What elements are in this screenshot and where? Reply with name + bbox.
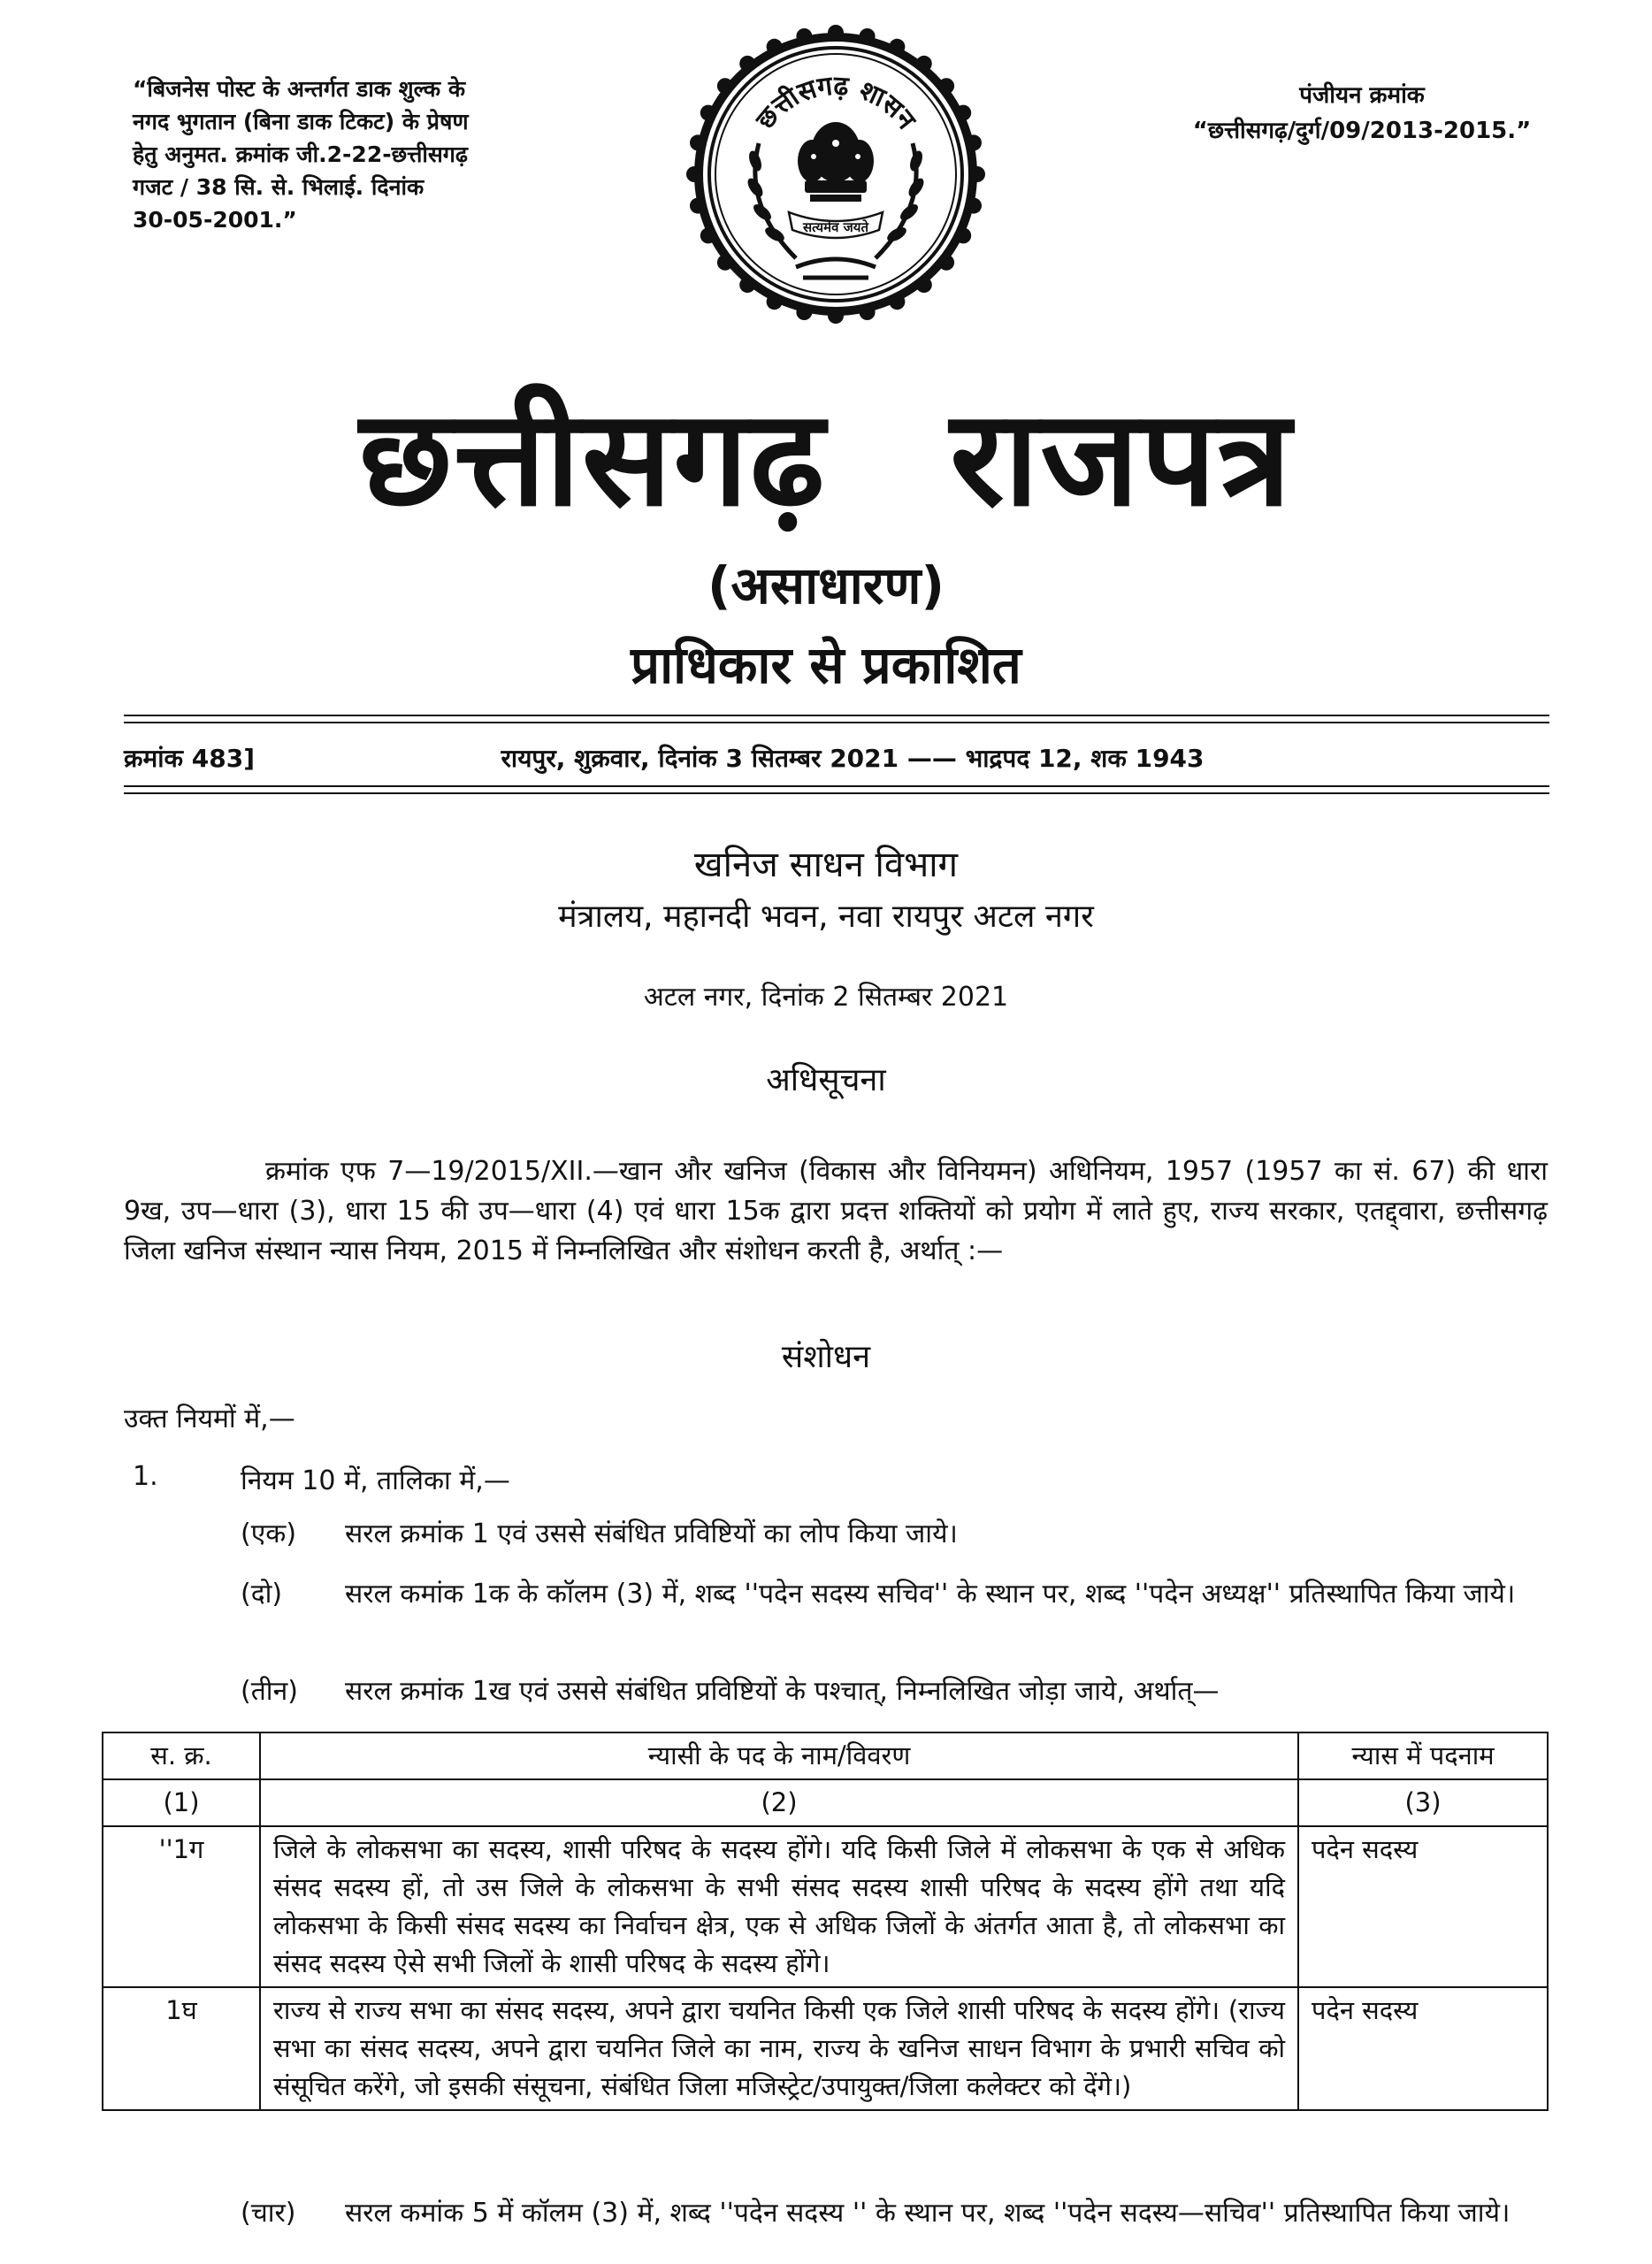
emblem-scallop	[889, 294, 905, 310]
postal-note-line: हेतु अनुमत. क्रमांक जी.2-22-छत्तीसगढ़	[133, 142, 468, 167]
column-number-cell: (1)	[103, 1779, 260, 1826]
divider-rule	[124, 722, 1549, 723]
emblem-scallop	[739, 277, 755, 293]
table-cell-sno: ''1ग	[103, 1826, 260, 1987]
emblem-scallop	[916, 277, 932, 293]
table-header-cell: न्यासी के पद के नाम/विवरण	[260, 1732, 1298, 1779]
emblem-scallop	[938, 78, 954, 94]
divider-rule	[124, 785, 1549, 787]
emblem-scallop	[955, 105, 971, 121]
emblem-scallop	[966, 198, 982, 214]
emblem-scallop	[889, 39, 905, 55]
emblem-scallop	[966, 134, 982, 150]
notification-place-date: अटल नगर, दिनांक 2 सितम्बर 2021	[643, 982, 1009, 1013]
amendment-heading: संशोधन	[781, 1339, 871, 1375]
amendment-item-text: नियम 10 में, तालिका में,—	[241, 1465, 510, 1496]
sub-item-text: सरल कमांक 1क के कॉलम (3) में, शब्द ''पदेन सदस्य सचिव'' के स्थान पर, शब्द ''पदेन अध्यक्ष'' प्रतिस्थापित किया जाये।	[345, 1579, 1516, 1610]
registration-label: पंजीयन क्रमांक	[1299, 82, 1425, 109]
amendment-table	[102, 1732, 1549, 2111]
emblem-scallop	[700, 105, 716, 121]
emblem-scallop	[796, 28, 812, 44]
emblem-scallop	[700, 227, 716, 243]
sub-item-label: (एक)	[241, 1518, 297, 1549]
emblem-scallop	[767, 39, 783, 55]
gazette-subtitle: (असाधारण)	[707, 555, 945, 616]
emblem-scallop	[916, 56, 932, 72]
table-header-row	[103, 1732, 1548, 1779]
gazette-title	[0, 363, 1652, 543]
gazette-title-state: छत्तीसगढ़	[359, 382, 827, 536]
emblem-scallop	[969, 166, 985, 182]
issue-date-line: रायपुर, शुक्रवार, दिनांक 3 सितम्बर 2021 —— भाद्रपद 12, शक 1943	[501, 744, 1205, 773]
table-cell-sno: 1घ	[103, 1987, 260, 2110]
table-cell-designation: पदेन सदस्य	[1298, 1826, 1548, 1987]
emblem-scallop	[828, 25, 844, 41]
sub-item-text: सरल क्रमांक 1 एवं उससे संबंधित प्रविष्टियों का लोप किया जाये।	[345, 1518, 958, 1549]
registration-number: “छत्तीसगढ़/दुर्ग/09/2013-2015.”	[1192, 118, 1532, 144]
gazette-title-word: राजपत्र	[950, 382, 1293, 536]
amendment-item-number: 1.	[133, 1461, 158, 1492]
emblem-scallop	[796, 304, 812, 320]
emblem-scallop	[860, 304, 876, 320]
postal-note-line: “बिजनेस पोस्ट के अन्तर्गत डाक शुल्क के	[133, 76, 466, 102]
divider-rule	[124, 715, 1549, 716]
emblem-scallop	[717, 255, 733, 271]
emblem-scallop	[828, 308, 844, 324]
department-name: खनिज साधन विभाग	[693, 845, 959, 885]
sub-item-label: (तीन)	[241, 1676, 298, 1707]
table-row	[103, 1826, 1548, 1987]
amendment-intro: उक्त नियमों में,—	[124, 1404, 295, 1434]
divider-rule	[124, 792, 1549, 794]
emblem-scallop	[686, 166, 702, 182]
state-emblem-icon	[681, 19, 990, 347]
emblem-arc-text: छत्तीसगढ़ शासन	[750, 70, 922, 135]
emblem-scallop	[860, 28, 876, 44]
emblem-scallop	[690, 198, 706, 214]
notification-heading: अधिसूचना	[766, 1062, 886, 1098]
notification-paragraph: क्रमांक एफ 7—19/2015/XII.—खान और खनिज (विकास और विनियमन) अधिनियम, 1957 (1957 का सं. 67) की धारा 9ख, उप—धारा (3), धारा 15 की उप—धारा (4) एवं धारा 15क द्वारा प्रदत्त शक्तियों को प्रयोग में लाते हुए, राज्य सरकार, एतद्द्वारा, छत्तीसगढ़ जिला खनिज संस्थान न्यास नियम, 2015 में निम्नलिखित और संशोधन करती है, अर्थात् :—	[124, 1156, 1548, 1266]
column-number-cell: (3)	[1298, 1779, 1548, 1826]
postal-note-line: गजट / 38 सि. से. भिलाई. दिनांक	[133, 174, 424, 200]
column-number-cell: (2)	[260, 1779, 1298, 1826]
emblem-seal	[681, 19, 990, 347]
sub-item-text: सरल कमांक 5 में कॉलम (3) में, शब्द ''पदेन सदस्य '' के स्थान पर, शब्द ''पदेन सदस्य—सचिव'' प्रतिस्थापित किया जाये।	[345, 2198, 1511, 2229]
table-row	[103, 1987, 1548, 2110]
table-column-number-row	[103, 1779, 1548, 1826]
sub-item-label: (चार)	[241, 2198, 296, 2229]
gazette-authority: प्राधिकार से प्रकाशित	[631, 635, 1021, 695]
issue-number: क्रमांक 483]	[124, 744, 255, 773]
emblem-motto: सत्यमेव जयते	[802, 219, 869, 235]
table-header-cell: स. क्र.	[103, 1732, 260, 1779]
registration-block	[1141, 78, 1583, 149]
emblem-scallop	[739, 56, 755, 72]
table-cell-description: जिले के लोकसभा का सदस्य, शासी परिषद के सदस्य होंगे। यदि किसी जिले में लोकसभा के एक से अधिक संसद सदस्य हों, तो उस जिले के लोकसभा के सभी संसद सदस्य शासी परिषद के सदस्य होंगे तथा यदि लोकसभा के किसी संसद सदस्य का निर्वाचन क्षेत्र, एक से अधिक जिलों के अंतर्गत आता है, तो लोकसभा का संसद सदस्य ऐसे सभी जिलों के शासी परिषद के सदस्य होंगे।	[260, 1826, 1298, 1987]
postal-permission-note	[133, 73, 548, 236]
table-cell-description: राज्य से राज्य सभा का संसद सदस्य, अपने द्वारा चयनित किसी एक जिले शासी परिषद के सदस्य होंगे। (राज्य सभा का संसद सदस्य, अपने द्वारा चयनित जिले का नाम, राज्य के खनिज साधन विभाग के प्रभारी सचिव को संसूचित करेंगे, जो इसकी संसूचना, संबंधित जिला मजिस्ट्रेट/उपायुक्त/जिला कलेक्टर को देंगे।)	[260, 1987, 1298, 2110]
table-header-cell: न्यास में पदनाम	[1298, 1732, 1548, 1779]
emblem-scallop	[717, 78, 733, 94]
sub-item-text: सरल क्रमांक 1ख एवं उससे संबंधित प्रविष्टियों के पश्चात्, निम्नलिखित जोड़ा जाये, अर्थात्—	[345, 1676, 1220, 1707]
emblem-scallop	[690, 134, 706, 150]
department-address: मंत्रालय, महानदी भवन, नवा रायपुर अटल नगर	[558, 899, 1094, 935]
emblem-scallop	[767, 294, 783, 310]
emblem-scallop	[938, 255, 954, 271]
table-cell-designation: पदेन सदस्य	[1298, 1987, 1548, 2110]
postal-note-line: नगद भुगतान (बिना डाक टिकट) के प्रेषण	[133, 109, 469, 134]
emblem-scallop	[955, 227, 971, 243]
sub-item-label: (दो)	[241, 1579, 283, 1610]
postal-note-line: 30-05-2001.”	[133, 207, 297, 233]
